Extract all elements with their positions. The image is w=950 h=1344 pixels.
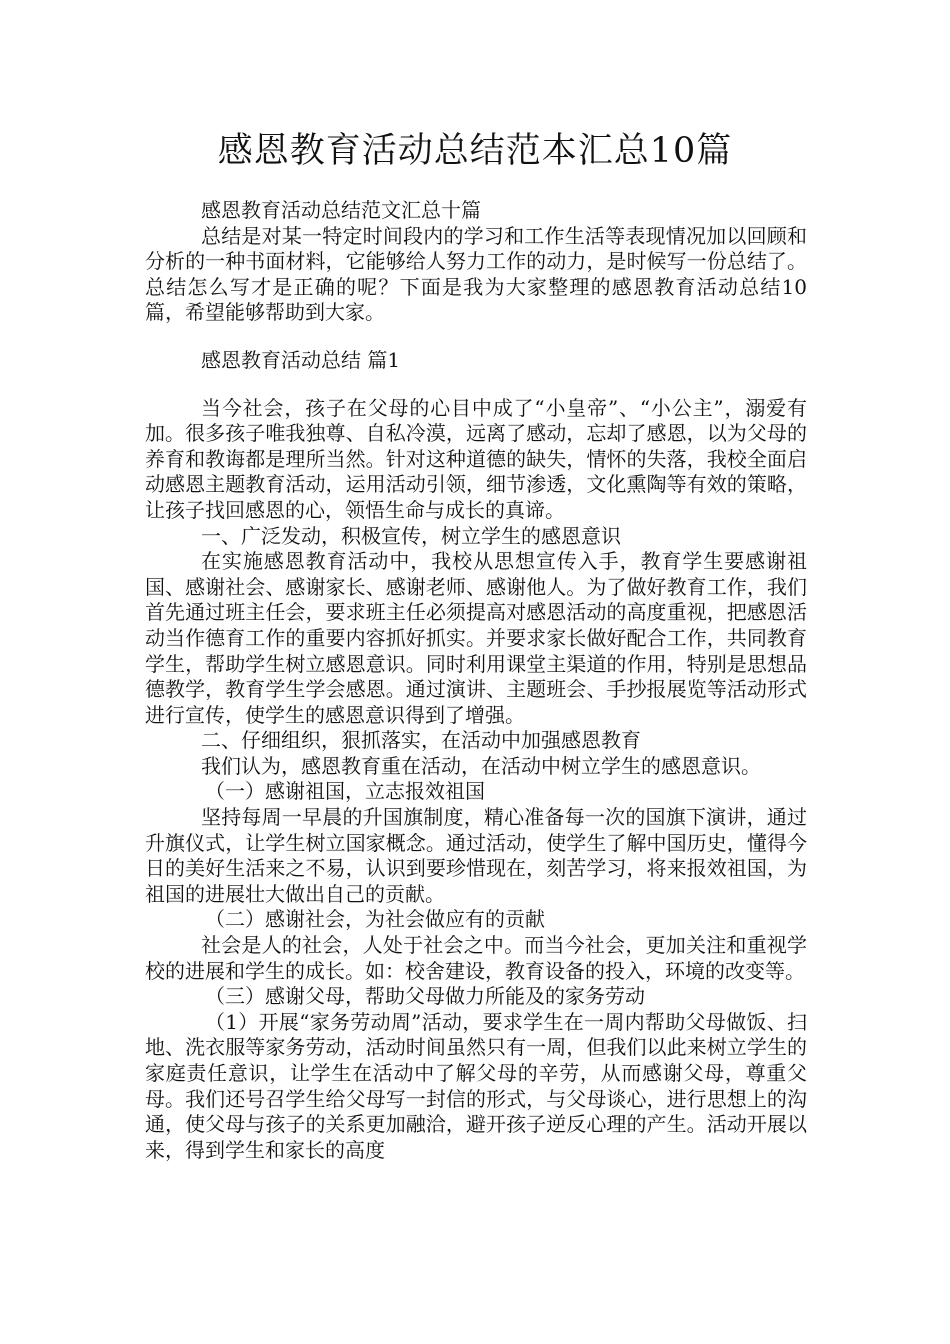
intro-paragraph: 总结是对某一特定时间段内的学习和工作生活等表现情况加以回顾和分析的一种书面材料，它能够给人努力工作的动力，是时候写一份总结了。总结怎么写才是正确的呢？下面是我为大家整理的感恩教育活动总结10篇，希望能够帮助到大家。 [145, 223, 807, 325]
document-title: 感恩教育活动总结范本汇总10篇 [217, 131, 733, 171]
body-paragraph: 坚持每周一早晨的升国旗制度，精心准备每一次的国旗下演讲，通过升旗仪式，让学生树立国家概念。通过活动，使学生了解中国历史，懂得今日的美好生活来之不易，认识到要珍惜现在，刻苦学习，将来报效祖国，为祖国的进展壮大做出自己的贡献。 [145, 805, 807, 906]
body-paragraph: 在实施感恩教育活动中，我校从思想宣传入手，教育学生要感谢祖国、感谢社会、感谢家长、感谢老师、感谢他人。为了做好教育工作，我们首先通过班主任会，要求班主任必须提高对感恩活动的高度重视，把感恩活动当作德育工作的重要内容抓好抓实。并要求家长做好配合工作，共同教育学生，帮助学生树立感恩意识。同时利用课堂主渠道的作用，特别是思想品德教学，教育学生学会感恩。通过演讲、主题班会、手抄报展览等活动形式进行宣传，使学生的感恩意识得到了增强。 [145, 549, 807, 727]
subsection-heading: （一）感谢祖国，立志报效祖国 [205, 779, 485, 804]
body-paragraph: 社会是人的社会，人处于社会之中。而当今社会，更加关注和重视学校的进展和学生的成长。如：校舍建设，教育设备的投入，环境的改变等。 [145, 933, 807, 983]
body-paragraph: 我们认为，感恩教育重在活动，在活动中树立学生的感恩意识。 [201, 753, 761, 778]
section-heading: 一、广泛发动，积极宣传，树立学生的感恩意识 [201, 523, 621, 548]
article-heading: 感恩教育活动总结 篇1 [201, 347, 401, 372]
body-paragraph: 当今社会，孩子在父母的心目中成了“小皇帝”、“小公主”，溺爱有加。很多孩子唯我独尊、自私冷漠，远离了感动，忘却了感恩，以为父母的养育和教诲都是理所当然。针对这种道德的缺失，情怀的失落，我校全面启动感恩主题教育活动，运用活动引领，细节渗透，文化熏陶等有效的策略，让孩子找回感恩的心，领悟生命与成长的真谛。 [145, 395, 807, 522]
subtitle-paragraph: 感恩教育活动总结范文汇总十篇 [201, 198, 481, 222]
section-heading: 二、仔细组织，狠抓落实，在活动中加强感恩教育 [201, 728, 641, 753]
body-paragraph: （1）开展“家务劳动周”活动，要求学生在一周内帮助父母做饭、扫地、洗衣服等家务劳动，活动时间虽然只有一周，但我们以此来树立学生的家庭责任意识，让学生在活动中了解父母的辛劳，从而感谢父母，尊重父母。我们还号召学生给父母写一封信的形式，与父母谈心，进行思想上的沟通，使父母与孩子的关系更加融洽，避开孩子逆反心理的产生。活动开展以来，得到学生和家长的高度 [145, 1009, 807, 1162]
document-body [145, 198, 807, 1163]
subsection-heading: （三）感谢父母，帮助父母做力所能及的家务劳动 [205, 984, 645, 1009]
subsection-heading: （二）感谢社会，为社会做应有的贡献 [205, 907, 545, 932]
